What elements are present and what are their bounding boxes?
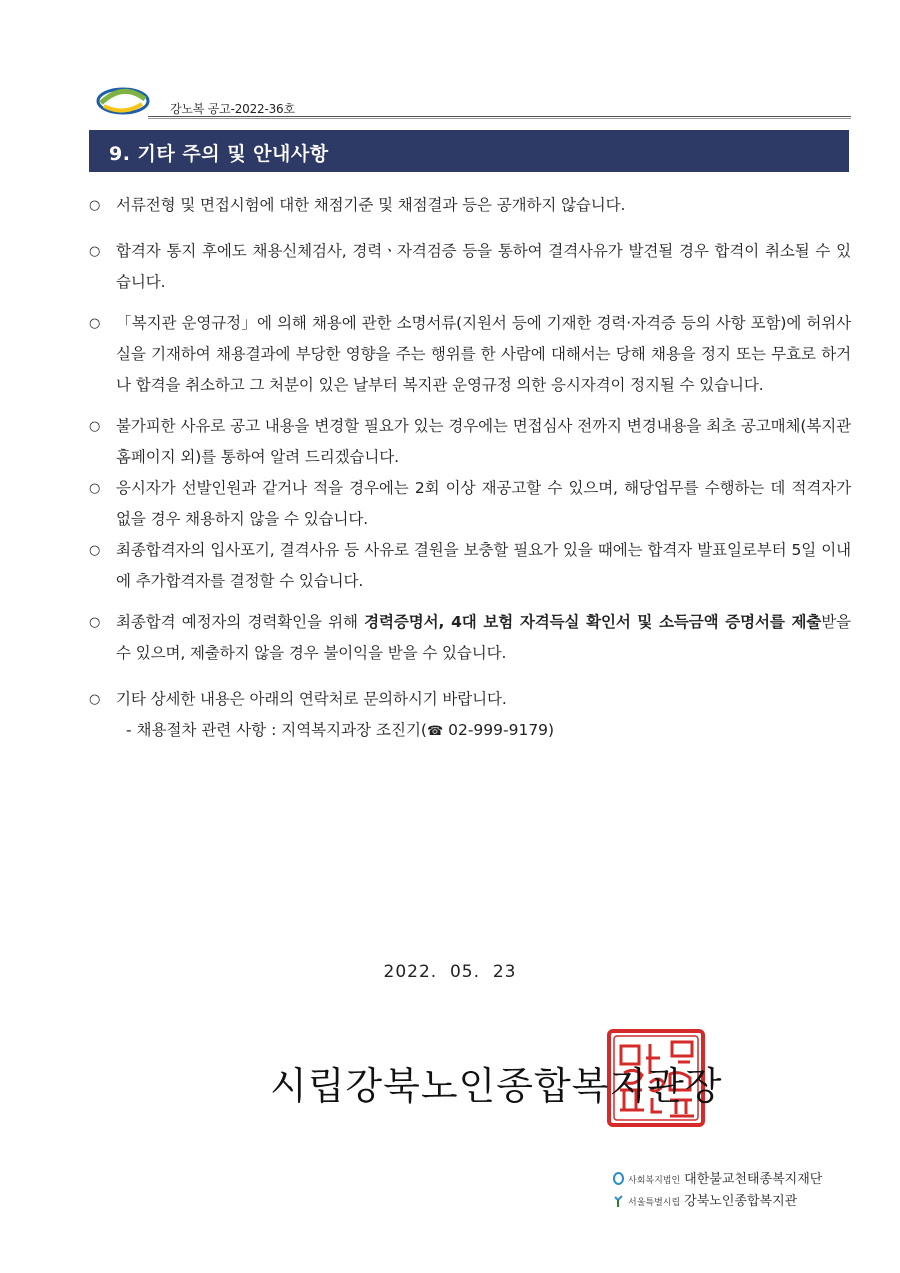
center-logo-icon	[613, 1194, 624, 1207]
item-text: 기타 상세한 내용은 아래의 연락처로 문의하시기 바랍니다.	[116, 690, 507, 708]
item-text: 「복지관 운영규정」에 의해 채용에 관한 소명서류(지원서 등에 기재한 경력·자격증 등의 사항 포함)에 허위사실을 기재하여 채용결과에 부당한 영향을 주는 행위를 한 사람에 대해서는 당해 채용을 정지 또는 무효로 하거나 합격을 취소하고 그 처분이 있은 날부터 복지관 운영규정 의한 응시자격이 정지될 수 있습니다.	[116, 314, 851, 394]
item-text-pre: 최종합격 예정자의 경력확인을 위해	[116, 613, 365, 631]
notice-date: 2022. 05. 23	[383, 962, 517, 982]
notice-number: 강노복 공고-2022-36호	[170, 102, 295, 116]
header-rule-secondary	[148, 118, 851, 119]
list-item	[89, 308, 851, 401]
footer-foundation	[613, 1168, 853, 1190]
contact-phone: 02-999-9179)	[443, 721, 555, 739]
bullet-icon: ○	[89, 543, 101, 558]
foundation-logo-icon	[613, 1172, 624, 1185]
item-text: 최종합격자의 입사포기, 결격사유 등 사유로 결원을 보충할 필요가 있을 때에는 합격자 발표일로부터 5일 이내에 추가합격자를 결정할 수 있습니다.	[116, 541, 851, 590]
bullet-icon: ○	[89, 316, 101, 331]
document-header	[96, 84, 851, 120]
list-item	[89, 607, 851, 669]
notice-list	[89, 190, 851, 747]
item-text: 응시자가 선발인원과 같거나 적을 경우에는 2회 이상 재공고할 수 있으며, 해당업무를 수행하는 데 적격자가 없을 경우 채용하지 않을 수 있습니다.	[116, 479, 851, 528]
center-type: 서울특별시립	[628, 1198, 681, 1208]
item-text-post: 받을 수 있으며, 제출하지 않을 경우 불이익을 받을 수 있습니다.	[116, 613, 851, 662]
bullet-icon: ○	[89, 244, 101, 259]
bullet-icon: ○	[89, 198, 101, 213]
list-item	[89, 473, 851, 535]
section-header-bar	[89, 130, 849, 172]
foundation-type: 사회복지법인	[628, 1176, 681, 1186]
list-item	[89, 190, 851, 221]
footer-center	[613, 1190, 853, 1212]
foundation-name: 대한불교천태종복지재단	[684, 1172, 823, 1187]
contact-prefix: - 채용절차 관련 사항 : 지역복지과장 조진기(	[126, 721, 427, 739]
list-item	[89, 684, 851, 715]
section-title: 9. 기타 주의 및 안내사항	[109, 143, 329, 165]
item-text: 서류전형 및 면접시험에 대한 채점기준 및 채점결과 등은 공개하지 않습니다.	[116, 196, 626, 214]
item-text: 합격자 통지 후에도 채용신체검사, 경력ㆍ자격검증 등을 통하여 결격사유가 발견될 경우 합격이 취소될 수 있습니다.	[116, 242, 851, 291]
list-item	[89, 236, 851, 298]
contact-line	[89, 715, 851, 747]
list-item	[89, 535, 851, 597]
welfare-logo-icon	[96, 86, 150, 116]
bullet-icon: ○	[89, 481, 101, 496]
bullet-icon: ○	[89, 419, 101, 434]
list-item	[89, 411, 851, 473]
phone-icon: ☎	[426, 724, 444, 739]
item-text-bold: 경력증명서, 4대 보험 자격득실 확인서 및 소득금액 증명서를 제출	[364, 613, 822, 631]
bullet-icon: ○	[89, 692, 101, 707]
footer-organizations	[613, 1168, 853, 1212]
organization-name: 시립강북노인종합복지관장	[270, 1064, 723, 1108]
bullet-icon: ○	[89, 615, 101, 630]
center-name: 강북노인종합복지관	[684, 1194, 798, 1209]
item-text: 불가피한 사유로 공고 내용을 변경할 필요가 있는 경우에는 면접심사 전까지 변경내용을 최초 공고매체(복지관 홈페이지 외)를 통하여 알려 드리겠습니다.	[116, 417, 851, 466]
